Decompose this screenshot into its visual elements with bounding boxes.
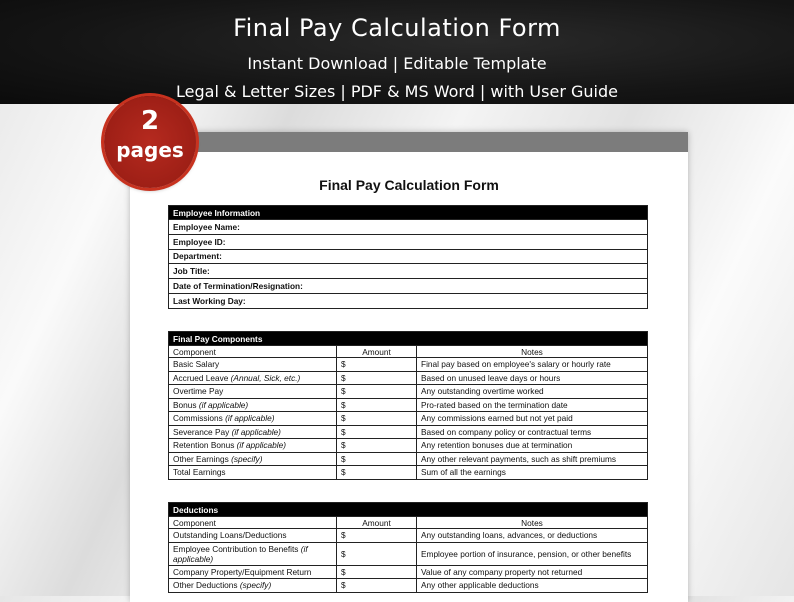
column-header: Amount (337, 517, 417, 529)
column-header: Notes (417, 346, 648, 358)
amount-cell[interactable]: $ (337, 385, 417, 399)
component-cell: Basic Salary (169, 358, 337, 372)
field-termination-date[interactable]: Date of Termination/Resignation: (169, 279, 648, 294)
amount-cell[interactable]: $ (337, 398, 417, 412)
component-cell: Employee Contribution to Benefits (if applicable) (169, 542, 337, 565)
section-header: Final Pay Components (169, 332, 648, 346)
component-cell: Commissions (if applicable) (169, 412, 337, 426)
promo-banner (0, 0, 794, 104)
component-cell: Accrued Leave (Annual, Sick, etc.) (169, 371, 337, 385)
component-cell: Outstanding Loans/Deductions (169, 529, 337, 543)
component-cell: Retention Bonus (if applicable) (169, 439, 337, 453)
deductions-table (168, 502, 648, 593)
notes-cell: Based on company policy or contractual terms (417, 425, 648, 439)
employee-info-table (168, 205, 648, 309)
notes-cell: Sum of all the earnings (417, 466, 648, 480)
banner-title: Final Pay Calculation Form (233, 14, 561, 42)
table-row (169, 529, 648, 543)
badge-number: 2 (140, 106, 160, 136)
field-employee-id[interactable]: Employee ID: (169, 234, 648, 249)
table-row (169, 466, 648, 480)
table-row (169, 398, 648, 412)
notes-cell: Value of any company property not returned (417, 565, 648, 579)
amount-cell[interactable]: $ (337, 542, 417, 565)
component-cell: Company Property/Equipment Return (169, 565, 337, 579)
pay-components-table (168, 331, 648, 480)
table-row (169, 385, 648, 399)
document-title: Final Pay Calculation Form (319, 177, 499, 193)
component-cell: Severance Pay (if applicable) (169, 425, 337, 439)
amount-cell[interactable]: $ (337, 358, 417, 372)
notes-cell: Any other relevant payments, such as shift premiums (417, 452, 648, 466)
notes-cell: Any retention bonuses due at termination (417, 439, 648, 453)
table-row (169, 542, 648, 565)
table-row (169, 439, 648, 453)
table-row (169, 412, 648, 426)
notes-cell: Any commissions earned but not yet paid (417, 412, 648, 426)
document-preview (130, 132, 688, 602)
component-cell: Other Deductions (specify) (169, 579, 337, 593)
notes-cell: Any other applicable deductions (417, 579, 648, 593)
notes-cell: Any outstanding loans, advances, or deductions (417, 529, 648, 543)
field-job-title[interactable]: Job Title: (169, 264, 648, 279)
badge-label: pages (116, 138, 184, 162)
amount-cell[interactable]: $ (337, 579, 417, 593)
amount-cell[interactable]: $ (337, 439, 417, 453)
field-department[interactable]: Department: (169, 249, 648, 264)
component-cell: Bonus (if applicable) (169, 398, 337, 412)
notes-cell: Any outstanding overtime worked (417, 385, 648, 399)
pages-badge (104, 96, 196, 188)
table-row (169, 565, 648, 579)
amount-cell[interactable]: $ (337, 565, 417, 579)
amount-cell[interactable]: $ (337, 466, 417, 480)
banner-subtitle: Instant Download | Editable Template (247, 54, 547, 73)
document-header-bar (130, 132, 688, 152)
notes-cell: Pro-rated based on the termination date (417, 398, 648, 412)
component-cell: Total Earnings (169, 466, 337, 480)
column-header: Notes (417, 517, 648, 529)
column-header: Component (169, 346, 337, 358)
section-header: Employee Information (169, 206, 648, 220)
field-employee-name[interactable]: Employee Name: (169, 220, 648, 235)
notes-cell: Employee portion of insurance, pension, or other benefits (417, 542, 648, 565)
field-last-working-day[interactable]: Last Working Day: (169, 293, 648, 308)
table-row (169, 358, 648, 372)
table-row (169, 579, 648, 593)
component-cell: Overtime Pay (169, 385, 337, 399)
amount-cell[interactable]: $ (337, 529, 417, 543)
column-header: Component (169, 517, 337, 529)
table-row (169, 371, 648, 385)
table-row (169, 452, 648, 466)
table-row (169, 425, 648, 439)
amount-cell[interactable]: $ (337, 425, 417, 439)
section-header: Deductions (169, 503, 648, 517)
amount-cell[interactable]: $ (337, 452, 417, 466)
component-cell: Other Earnings (specify) (169, 452, 337, 466)
notes-cell: Final pay based on employee's salary or hourly rate (417, 358, 648, 372)
banner-features: Legal & Letter Sizes | PDF & MS Word | with User Guide (176, 82, 618, 101)
amount-cell[interactable]: $ (337, 412, 417, 426)
amount-cell[interactable]: $ (337, 371, 417, 385)
notes-cell: Based on unused leave days or hours (417, 371, 648, 385)
column-header: Amount (337, 346, 417, 358)
